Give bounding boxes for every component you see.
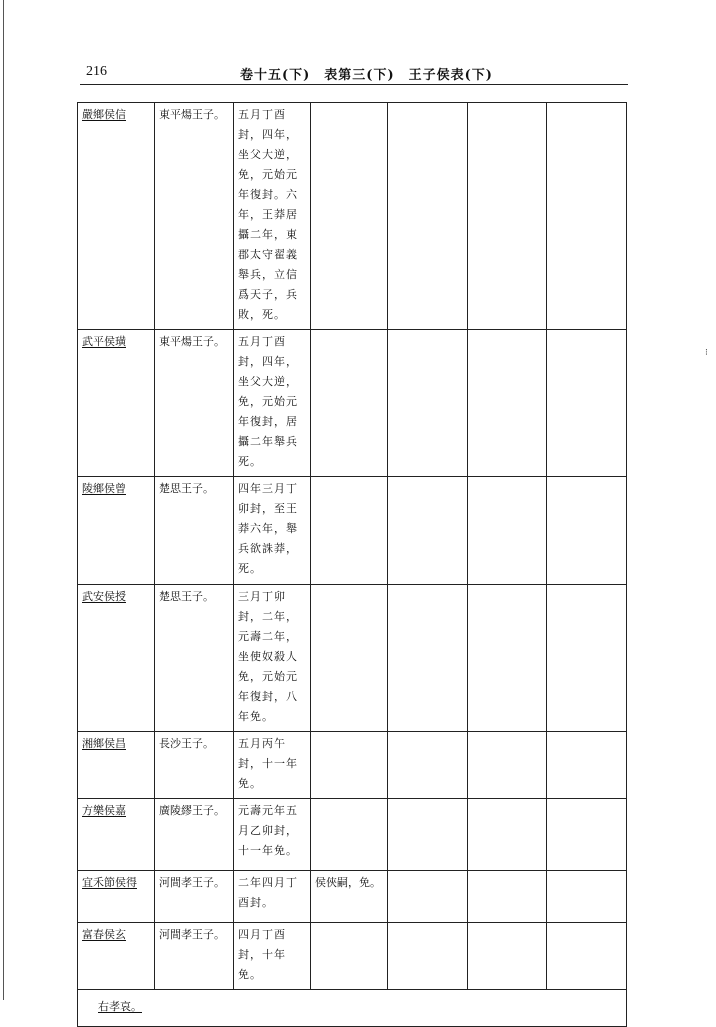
empty-cell — [467, 871, 547, 923]
marquis-cell: 武安侯授 — [78, 585, 155, 732]
marquis-cell: 富春侯玄 — [78, 923, 155, 990]
record-cell: 五月丙午封，十一年免。 — [234, 732, 311, 799]
table-row — [78, 871, 627, 923]
heir-cell — [311, 330, 388, 477]
page-number: 216 — [86, 64, 107, 79]
table-row — [78, 330, 627, 477]
side-mark: ⁝ — [705, 348, 708, 358]
empty-cell — [547, 103, 627, 330]
origin-cell: 楚思王子。 — [155, 585, 234, 732]
empty-cell — [388, 923, 468, 990]
footer-row — [78, 990, 627, 1027]
record-cell: 元壽元年五月乙卯封，十一年免。 — [234, 799, 311, 871]
table-row — [78, 585, 627, 732]
empty-cell — [388, 103, 468, 330]
empty-cell — [547, 871, 627, 923]
empty-cell — [467, 923, 547, 990]
heir-cell — [311, 103, 388, 330]
running-title: 卷十五(下) 表第三(下) 王子侯表(下) — [240, 68, 493, 83]
empty-cell — [388, 871, 468, 923]
empty-cell — [388, 330, 468, 477]
empty-cell — [467, 732, 547, 799]
origin-cell: 楚思王子。 — [155, 477, 234, 585]
table-row — [78, 732, 627, 799]
table-row — [78, 103, 627, 330]
heir-cell: 侯俠嗣，免。 — [311, 871, 388, 923]
empty-cell — [388, 477, 468, 585]
record-cell: 四月丁酉封，十年免。 — [234, 923, 311, 990]
empty-cell — [547, 732, 627, 799]
empty-cell — [467, 477, 547, 585]
table-row — [78, 799, 627, 871]
marquis-cell: 湘鄉侯昌 — [78, 732, 155, 799]
empty-cell — [547, 477, 627, 585]
record-cell: 二年四月丁酉封。 — [234, 871, 311, 923]
page-edge-line — [3, 0, 4, 1000]
footer-note: 右孝哀。 — [78, 990, 627, 1027]
table-row — [78, 923, 627, 990]
empty-cell — [547, 585, 627, 732]
origin-cell: 河間孝王子。 — [155, 923, 234, 990]
record-cell: 五月丁酉封，四年，坐父大逆，免，元始元年復封，居攝二年舉兵死。 — [234, 330, 311, 477]
marquis-cell: 武平侯璜 — [78, 330, 155, 477]
heir-cell — [311, 732, 388, 799]
page-header — [80, 62, 628, 84]
origin-cell: 長沙王子。 — [155, 732, 234, 799]
marquis-cell: 方樂侯嘉 — [78, 799, 155, 871]
record-cell: 三月丁卯封，二年，元壽二年，坐使奴殺人免，元始元年復封，八年免。 — [234, 585, 311, 732]
marquis-cell: 宜禾節侯得 — [78, 871, 155, 923]
table-row — [78, 477, 627, 585]
empty-cell — [467, 103, 547, 330]
empty-cell — [388, 799, 468, 871]
empty-cell — [467, 330, 547, 477]
empty-cell — [547, 799, 627, 871]
empty-cell — [547, 330, 627, 477]
origin-cell: 東平煬王子。 — [155, 103, 234, 330]
record-cell: 四年三月丁卯封，至王莽六年，舉兵欲誅莽，死。 — [234, 477, 311, 585]
record-cell: 五月丁酉封，四年，坐父大逆，免，元始元年復封。六年，王莽居攝二年，東郡太守翟義舉兵，立信爲天子，兵敗，死。 — [234, 103, 311, 330]
header-rule — [80, 84, 628, 85]
empty-cell — [467, 585, 547, 732]
origin-cell: 廣陵繆王子。 — [155, 799, 234, 871]
empty-cell — [388, 585, 468, 732]
marquis-cell: 嚴鄉侯信 — [78, 103, 155, 330]
heir-cell — [311, 923, 388, 990]
origin-cell: 東平煬王子。 — [155, 330, 234, 477]
marquis-cell: 陵鄉侯曾 — [78, 477, 155, 585]
heir-cell — [311, 799, 388, 871]
empty-cell — [467, 799, 547, 871]
heir-cell — [311, 585, 388, 732]
heir-cell — [311, 477, 388, 585]
empty-cell — [547, 923, 627, 990]
origin-cell: 河間孝王子。 — [155, 871, 234, 923]
empty-cell — [388, 732, 468, 799]
marquis-table — [77, 102, 627, 1027]
